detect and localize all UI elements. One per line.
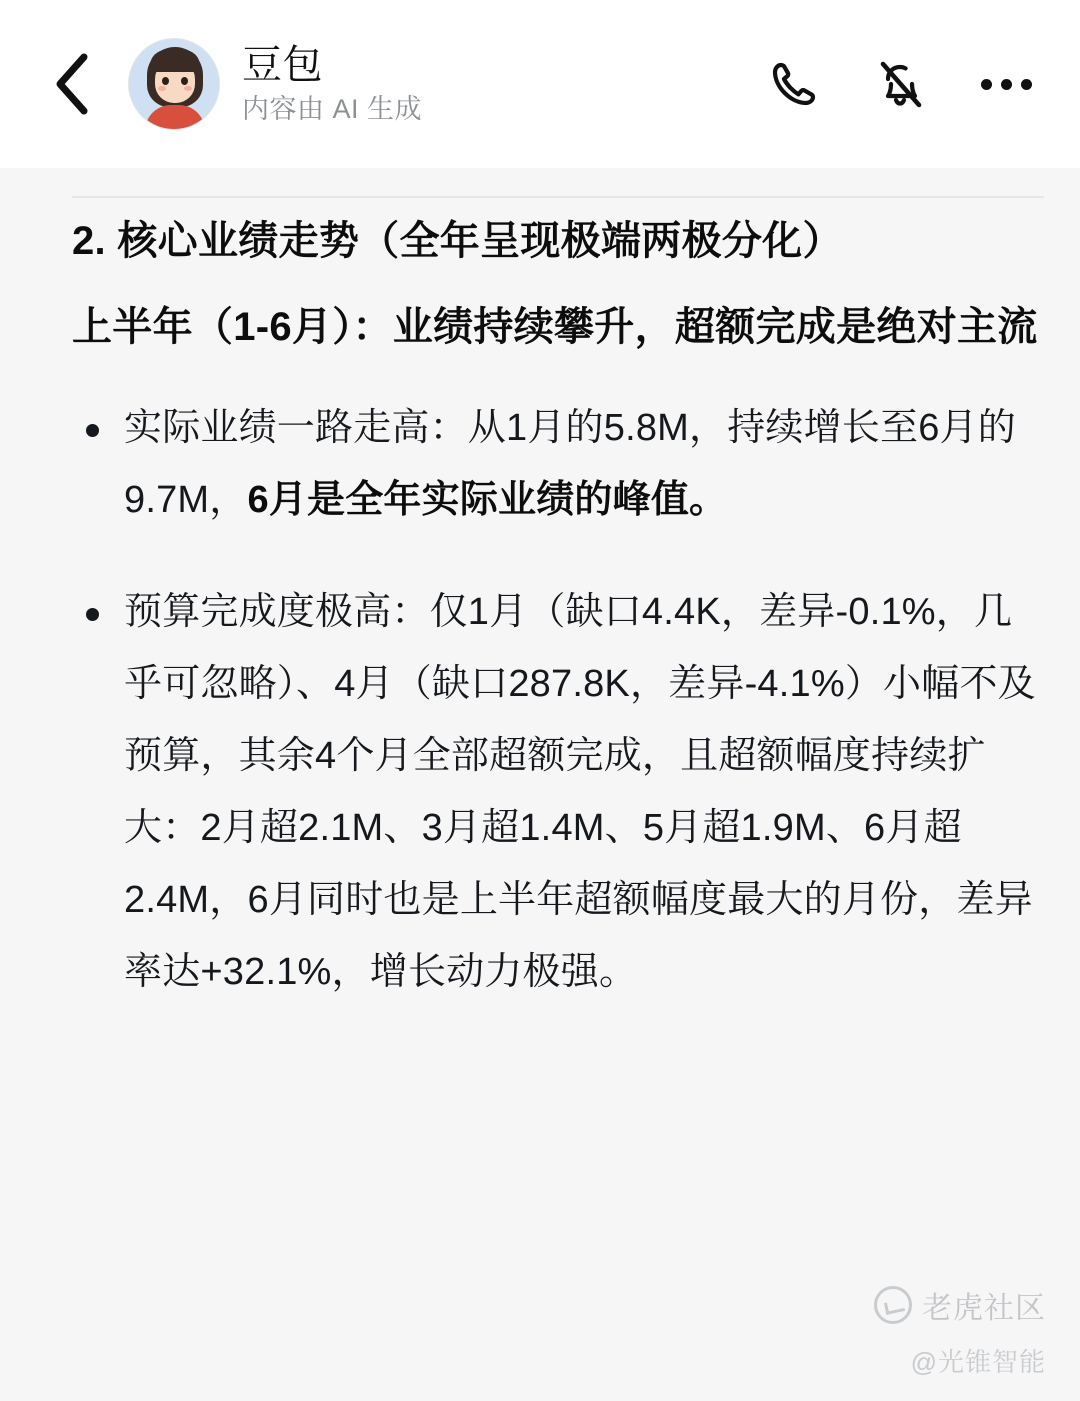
bullet-text-lead: 实际业绩一路走高：从1月的5.8M，持续增长至6月的9.7M， [124, 407, 1016, 521]
section-heading: 2. 核心业绩走势（全年呈现极端两极分化） [72, 219, 843, 263]
sub-heading: 上半年（1-6月）：业绩持续攀升，超额完成是绝对主流 [72, 305, 1038, 349]
avatar-blush-right [184, 86, 192, 91]
avatar-fringe [150, 50, 200, 72]
call-button[interactable] [764, 54, 824, 114]
back-button[interactable] [36, 47, 110, 121]
phone-icon [765, 55, 823, 113]
avatar-eye-right [181, 77, 188, 85]
watermark-primary-text: 老虎社区 [922, 1292, 1046, 1325]
list-item [72, 392, 1044, 536]
bullet-text-lead: 预算完成度极高：仅1月（缺口4.4K，差异-0.1%，几乎可忽略）、4月（缺口287.8K，差异-4.1%）小幅不及预算，其余4个月全部超额完成，且超额幅度持续扩大：2月超2.1M、3月超1.4M、5月超1.9M、6月超2.4M，6月同时也是上半年超额幅度最大的月份，差异率达+32.1%，增长动力极强。 [124, 591, 1036, 993]
contact-name: 豆包 [242, 43, 323, 87]
mute-button[interactable] [870, 54, 930, 114]
bullet-text-emphasis: 6月是全年实际业绩的峰值。 [247, 479, 728, 521]
chevron-left-icon [50, 49, 96, 119]
list-item [72, 576, 1044, 1008]
tiger-logo-icon [874, 1286, 912, 1324]
ai-generated-note: 内容由 AI 生成 [242, 94, 423, 124]
avatar[interactable] [128, 38, 220, 130]
ai-message-card [72, 168, 1044, 1008]
more-dots-icon [981, 79, 1032, 90]
bell-muted-icon [871, 55, 929, 113]
watermark-primary [874, 1283, 1046, 1327]
chat-header [0, 0, 1080, 168]
watermark-secondary: @光锥智能 [910, 1347, 1046, 1377]
more-button[interactable] [976, 54, 1036, 114]
header-actions [764, 54, 1040, 114]
avatar-eye-left [162, 77, 169, 85]
avatar-body [145, 105, 205, 130]
message-content-area [0, 168, 1080, 1401]
avatar-blush-left [158, 86, 166, 91]
header-title-block [242, 41, 764, 127]
bullet-list [72, 392, 1044, 1008]
